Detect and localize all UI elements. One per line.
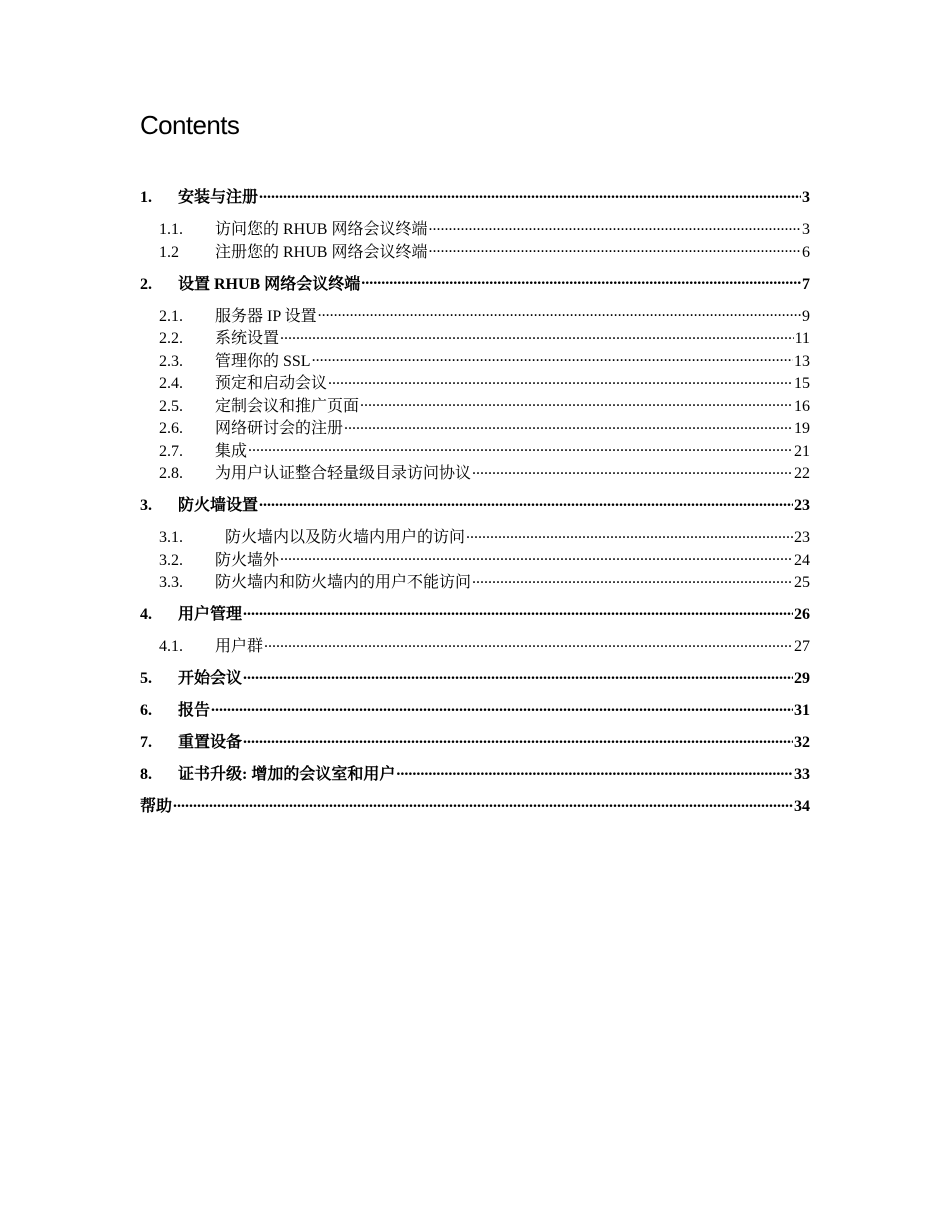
toc-entry-label: 防火墙外 <box>215 551 280 569</box>
toc-entry-label: 网络研讨会的注册 <box>215 420 344 437</box>
toc-title: Contents <box>140 110 240 140</box>
toc-entry-subsection[interactable] <box>140 440 810 463</box>
toc-entry-subsection[interactable] <box>140 571 810 594</box>
toc-entry-section[interactable] <box>140 603 810 626</box>
toc-entry-page-number: 27 <box>794 638 810 655</box>
toc-entry-page-number: 32 <box>794 734 810 751</box>
toc-entry-page-number: 23 <box>794 529 810 546</box>
toc-entry-subsection[interactable] <box>140 218 810 241</box>
toc-entry-label: 用户群 <box>215 638 264 655</box>
toc-dot-leader <box>428 241 801 257</box>
toc-entry-label: 防火墙内和防火墙内的用户不能访问 <box>215 574 472 591</box>
toc-dot-leader <box>243 731 793 747</box>
toc-entry-label: 预定和启动会议 <box>215 375 328 392</box>
toc-entry-label: 安装与注册 <box>178 189 259 206</box>
toc-dot-leader <box>428 218 801 234</box>
toc-entry-page-number: 6 <box>802 243 810 261</box>
toc-dot-leader <box>472 462 793 478</box>
toc-dot-leader <box>280 549 793 565</box>
toc-entry-label: 用户管理 <box>178 606 243 623</box>
toc-entry-page-number: 11 <box>794 330 810 347</box>
table-of-contents <box>140 186 810 818</box>
toc-entry-section[interactable] <box>140 699 810 722</box>
toc-dot-leader <box>312 350 793 366</box>
toc-entry-section[interactable] <box>140 273 810 296</box>
toc-entry-number: 6. <box>140 702 152 719</box>
toc-entry-subsection[interactable] <box>140 395 810 418</box>
toc-entry-section[interactable] <box>140 795 810 818</box>
toc-entry-page-number: 31 <box>794 702 810 719</box>
toc-entry-label: 报告 <box>178 702 211 719</box>
toc-dot-leader <box>259 494 793 510</box>
toc-dot-leader <box>248 440 793 456</box>
toc-entry-page-number: 15 <box>794 375 810 392</box>
toc-entry-number: 2.4. <box>159 375 183 392</box>
toc-entry-label: 防火墙内以及防火墙内用户的访问 <box>225 529 466 546</box>
toc-entry-section[interactable] <box>140 763 810 786</box>
toc-entry-number: 2.7. <box>159 442 183 460</box>
toc-entry-page-number: 22 <box>794 465 810 482</box>
toc-entry-page-number: 25 <box>794 574 810 591</box>
toc-entry-page-number: 24 <box>794 551 810 569</box>
toc-entry-label: 系统设置 <box>215 330 280 347</box>
toc-entry-label: 为用户认证整合轻量级目录访问协议 <box>215 465 472 482</box>
toc-entry-page-number: 19 <box>794 420 810 437</box>
toc-dot-leader <box>259 186 801 202</box>
toc-dot-leader <box>264 635 793 651</box>
toc-entry-number: 3.1. <box>159 529 183 546</box>
toc-entry-subsection[interactable] <box>140 462 810 485</box>
toc-entry-number: 1. <box>140 189 152 206</box>
toc-entry-label: 集成 <box>215 442 248 460</box>
toc-dot-leader <box>328 372 793 388</box>
toc-entry-subsection[interactable] <box>140 241 810 264</box>
toc-entry-number: 2.1. <box>159 307 183 325</box>
toc-entry-label: 重置设备 <box>178 734 243 751</box>
toc-entry-section[interactable] <box>140 494 810 517</box>
toc-dot-leader <box>280 327 794 343</box>
toc-entry-section[interactable] <box>140 186 810 209</box>
toc-entry-subsection[interactable] <box>140 350 810 373</box>
toc-dot-leader <box>211 699 793 715</box>
toc-entry-number: 2.2. <box>159 330 183 347</box>
toc-entry-section[interactable] <box>140 731 810 754</box>
toc-entry-page-number: 13 <box>794 352 810 370</box>
toc-entry-page-number: 3 <box>802 189 810 206</box>
toc-entry-number: 1.1. <box>159 221 183 238</box>
toc-entry-page-number: 9 <box>802 307 810 325</box>
toc-entry-number: 1.2 <box>159 243 179 261</box>
toc-entry-label: 开始会议 <box>178 670 243 687</box>
toc-entry-page-number: 29 <box>794 670 810 687</box>
toc-entry-page-number: 26 <box>794 606 810 623</box>
toc-entry-page-number: 16 <box>794 397 810 415</box>
toc-entry-number: 4. <box>140 606 152 623</box>
toc-entry-number: 2.6. <box>159 420 183 437</box>
toc-dot-leader <box>173 795 793 811</box>
toc-entry-subsection[interactable] <box>140 305 810 328</box>
toc-entry-label: 帮助 <box>140 798 173 815</box>
toc-entry-number: 2.3. <box>159 352 183 370</box>
toc-entry-subsection[interactable] <box>140 549 810 572</box>
toc-entry-number: 7. <box>140 734 152 751</box>
toc-dot-leader <box>243 603 793 619</box>
toc-entry-section[interactable] <box>140 667 810 690</box>
toc-entry-subsection[interactable] <box>140 635 810 658</box>
toc-entry-label: 证书升级: 增加的会议室和用户 <box>178 766 396 783</box>
toc-entry-number: 3.2. <box>159 551 183 569</box>
toc-entry-page-number: 23 <box>794 497 810 514</box>
toc-dot-leader <box>361 273 801 289</box>
toc-dot-leader <box>243 667 793 683</box>
toc-entry-label: 注册您的 RHUB 网络会议终端 <box>215 243 428 261</box>
toc-entry-page-number: 34 <box>794 798 810 815</box>
toc-entry-number: 2.5. <box>159 397 183 415</box>
toc-entry-page-number: 33 <box>794 766 810 783</box>
toc-entry-label: 访问您的 RHUB 网络会议终端 <box>215 221 428 238</box>
toc-entry-number: 3. <box>140 497 152 514</box>
toc-entry-subsection[interactable] <box>140 327 810 350</box>
toc-entry-subsection[interactable] <box>140 526 810 549</box>
toc-entry-page-number: 3 <box>802 221 810 238</box>
toc-entry-subsection[interactable] <box>140 372 810 395</box>
toc-entry-label: 定制会议和推广页面 <box>215 397 360 415</box>
toc-dot-leader <box>466 526 793 542</box>
toc-entry-label: 设置 RHUB 网络会议终端 <box>178 275 361 293</box>
toc-entry-number: 2. <box>140 275 152 293</box>
toc-dot-leader <box>396 763 793 779</box>
toc-dot-leader <box>360 395 793 411</box>
toc-entry-number: 2.8. <box>159 465 183 482</box>
toc-entry-page-number: 7 <box>802 275 810 293</box>
toc-entry-label: 服务器 IP 设置 <box>215 307 317 325</box>
toc-entry-label: 防火墙设置 <box>178 497 259 514</box>
toc-dot-leader <box>472 571 793 587</box>
toc-entry-number: 4.1. <box>159 638 183 655</box>
toc-dot-leader <box>344 417 793 433</box>
toc-entry-page-number: 21 <box>794 442 810 460</box>
toc-dot-leader <box>318 305 801 321</box>
toc-entry-number: 8. <box>140 766 152 783</box>
toc-entry-number: 5. <box>140 670 152 687</box>
toc-entry-subsection[interactable] <box>140 417 810 440</box>
toc-entry-label: 管理你的 SSL <box>215 352 311 370</box>
toc-entry-number: 3.3. <box>159 574 183 591</box>
